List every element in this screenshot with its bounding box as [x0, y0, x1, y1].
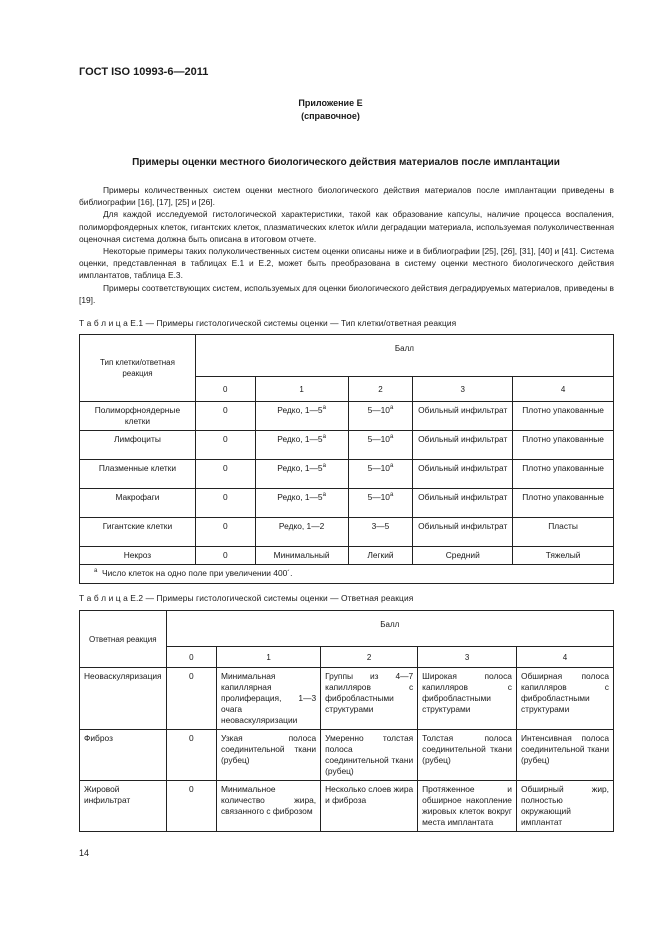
table-cell	[195, 460, 255, 489]
row-label: Жировой инфильтрат	[80, 781, 167, 832]
cell-text: Умеренно толстая полоса соединительной ткани (рубец)	[325, 733, 414, 776]
table-cell	[418, 730, 517, 781]
table-cell	[513, 489, 614, 518]
table-cell	[513, 431, 614, 460]
table-cell	[255, 402, 348, 431]
cell-text: Редко, 1—5	[277, 463, 323, 473]
table-row	[80, 668, 614, 730]
intro-paragraph: Для каждой исследуемой гистологической характеристики, такой как образование капсулы, наличие процесса воспаления, полиморфоядерных клеток, гигантских клеток, плазматических клеток и/или деградации материала, используемая полуколичественная оценочная система должна быть описана в итоговом отчете.	[79, 209, 614, 244]
table-cell	[413, 547, 513, 565]
table1-score-col: 2	[348, 377, 413, 402]
cell-text: Редко, 1—5	[277, 492, 323, 502]
table-cell	[413, 431, 513, 460]
cell-text: 0	[222, 434, 228, 444]
cell-text: Редко, 1—5	[277, 405, 323, 415]
cell-text: Широкая полоса капилляров с фибробластными структурами	[422, 671, 512, 714]
cell-text: Обильный инфильтрат	[418, 434, 508, 444]
table2	[79, 610, 614, 832]
footnote-mark: a	[322, 492, 326, 498]
table-cell	[321, 781, 418, 832]
table-cell	[195, 402, 255, 431]
table-cell	[413, 518, 513, 547]
annex-subtitle: (справочное)	[301, 111, 360, 121]
table-cell	[348, 460, 413, 489]
table-cell	[321, 730, 418, 781]
table-cell	[255, 518, 348, 547]
table-cell	[348, 402, 413, 431]
cell-text: Минимальная капиллярная пролиферация, 1—3 очага неоваскуляризации	[220, 671, 317, 725]
cell-text: 0	[188, 671, 194, 681]
row-label: Фиброз	[80, 730, 167, 781]
row-label: Макрофаги	[80, 489, 196, 518]
cell-text: 5—10	[367, 463, 390, 473]
table-cell	[348, 547, 413, 565]
table2-score-header: Балл	[166, 611, 613, 647]
section-title: Примеры оценки местного биологического действия материалов после имплантации	[132, 157, 560, 168]
table1-score-col: 1	[255, 377, 348, 402]
table1-col-header: Тип клетки/ответная реакция	[80, 335, 196, 402]
table-cell	[321, 668, 418, 730]
cell-text: Группы из 4—7 капилляров с фибробластными структурами	[325, 671, 414, 714]
cell-text: Пласты	[548, 521, 578, 531]
table2-caption: Т а б л и ц а Е.2 — Примеры гистологической системы оценки — Ответная реакция	[79, 593, 414, 603]
table-cell	[255, 431, 348, 460]
cell-text: Средний	[445, 550, 480, 560]
cell-text: Редко, 1—2	[278, 521, 325, 531]
cell-text: 3—5	[371, 521, 390, 531]
cell-text: 0	[188, 733, 194, 743]
table-cell	[513, 402, 614, 431]
intro-paragraph: Некоторые примеры таких полуколичественных систем оценки описаны ниже и в библиографии [25], [26], [31], [40] и [41]. Система оценки, представленная в таблицах Е.1 и Е.2, может быть преобразована в систему оценки местного биологического действия имплантатов, таблица Е.3.	[79, 246, 614, 281]
table1-caption: Т а б л и ц а Е.1 — Примеры гистологической системы оценки — Тип клетки/ответная реакция	[79, 318, 457, 328]
table-cell	[166, 668, 216, 730]
table-cell	[216, 668, 320, 730]
cell-text: Плотно упакованные	[522, 463, 604, 473]
row-label: Некроз	[80, 547, 196, 565]
cell-text: Плотно упакованные	[522, 405, 604, 415]
cell-text: 0	[222, 492, 228, 502]
intro-paragraph: Примеры соответствующих систем, используемых для оценки биологического действия деградируемых материалов, приведены в [19].	[79, 282, 614, 305]
table-cell	[413, 402, 513, 431]
cell-text: Минимальный	[273, 550, 330, 560]
table-cell	[513, 547, 614, 565]
table-cell	[255, 547, 348, 565]
table1-score-col: 0	[195, 377, 255, 402]
table2-score-col: 1	[216, 647, 320, 668]
footnote-mark: a	[322, 434, 326, 440]
table-cell	[255, 460, 348, 489]
cell-text: Обильный инфильтрат	[418, 463, 508, 473]
cell-text: Плотно упакованные	[522, 492, 604, 502]
table-cell	[513, 460, 614, 489]
table-cell	[166, 781, 216, 832]
cell-text: Толстая полоса соединительной ткани (рубец)	[422, 733, 512, 765]
row-label: Плазменные клетки	[80, 460, 196, 489]
table2-score-col: 3	[418, 647, 517, 668]
cell-text: Обильный инфильтрат	[418, 521, 508, 531]
cell-text: Несколько слоев жира и фиброза	[325, 784, 414, 805]
table-cell	[348, 431, 413, 460]
table1	[79, 334, 614, 584]
table-cell	[348, 489, 413, 518]
table-cell	[413, 489, 513, 518]
table-cell	[195, 489, 255, 518]
cell-text: 0	[222, 521, 228, 531]
row-label: Лимфоциты	[80, 431, 196, 460]
table-cell	[418, 668, 517, 730]
page-number: 14	[79, 848, 90, 858]
cell-text: Обширная полоса капилляров с фибробластными структурами	[520, 671, 609, 714]
table-cell	[348, 518, 413, 547]
document-header: ГОСТ ISO 10993-6—2011	[79, 66, 209, 78]
table-cell	[195, 518, 255, 547]
footnote-mark: a	[389, 434, 394, 440]
cell-text: 0	[188, 784, 194, 794]
table-row	[80, 781, 614, 832]
table-cell	[516, 730, 613, 781]
table-cell	[195, 547, 255, 565]
footnote-text: Число клеток на одно поле при увеличении 400	[102, 568, 288, 578]
row-label: Гигантские клетки	[80, 518, 196, 547]
table-cell	[195, 431, 255, 460]
table-row	[80, 460, 614, 489]
cell-text: Тяжелый	[545, 550, 581, 560]
table-cell	[216, 730, 320, 781]
cell-text: 5—10	[367, 405, 390, 415]
table-row	[80, 730, 614, 781]
cell-text: Редко, 1—5	[277, 434, 323, 444]
table-row	[80, 547, 614, 565]
cell-text: Легкий	[367, 550, 394, 560]
table-row	[80, 402, 614, 431]
cell-text: 0	[222, 405, 228, 415]
table1-score-header: Балл	[195, 335, 613, 377]
cell-text: Минимальное количество жира, связанного с фиброзом	[220, 784, 317, 816]
footnote-mark: a	[389, 405, 394, 411]
cell-text: Обильный инфильтрат	[418, 405, 508, 415]
cell-text: Обильный инфильтрат	[418, 492, 508, 502]
table-cell	[513, 518, 614, 547]
table-cell	[255, 489, 348, 518]
cell-text: 5—10	[367, 492, 390, 502]
cell-text: 0	[222, 463, 228, 473]
intro-paragraph: Примеры количественных систем оценки местного биологического действия материалов после имплантации приведены в библиографии [16], [17], [25] и [26].	[79, 185, 614, 208]
table-row	[80, 431, 614, 460]
table-row	[80, 518, 614, 547]
footnote-mark: a	[94, 568, 98, 574]
cell-text: 5—10	[367, 434, 390, 444]
table2-score-col: 0	[166, 647, 216, 668]
cell-text: Плотно упакованные	[522, 434, 604, 444]
footnote-suffix: ´.	[287, 568, 293, 578]
table-cell	[413, 460, 513, 489]
table-cell	[216, 781, 320, 832]
footnote-mark: a	[322, 405, 326, 411]
table-row	[80, 489, 614, 518]
table2-col-header: Ответная реакция	[80, 611, 167, 668]
footnote-mark: a	[322, 463, 326, 469]
footnote-mark: a	[389, 492, 394, 498]
cell-text: 0	[222, 550, 228, 560]
cell-text: Интенсивная полоса соединительной ткани (рубец)	[520, 733, 609, 765]
table1-footnote	[80, 565, 614, 584]
footnote-mark: a	[389, 463, 394, 469]
table1-score-col: 3	[413, 377, 513, 402]
table-cell	[516, 668, 613, 730]
table2-score-col: 2	[321, 647, 418, 668]
row-label: Полиморфноядерные клетки	[80, 402, 196, 431]
row-label: Неоваскуляризация	[80, 668, 167, 730]
table2-score-col: 4	[516, 647, 613, 668]
cell-text: Обширный жир, полностью окружающий имплантат	[520, 784, 609, 827]
table-cell	[166, 730, 216, 781]
cell-text: Протяженное и обширное накопление жировых клеток вокруг места имплантата	[422, 784, 512, 827]
intro-text	[79, 184, 614, 306]
annex-title: Приложение Е	[298, 98, 363, 108]
table1-score-col: 4	[513, 377, 614, 402]
table-cell	[516, 781, 613, 832]
cell-text: Узкая полоса соединительной ткани (рубец)	[220, 733, 317, 765]
table-cell	[418, 781, 517, 832]
